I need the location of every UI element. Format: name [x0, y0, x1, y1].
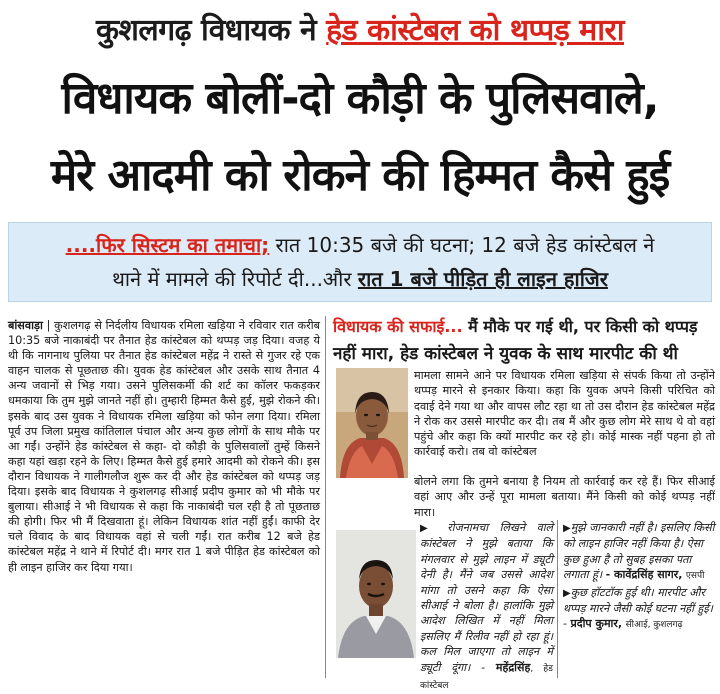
- ci-designation: सीआई, कुशलगढ़: [625, 620, 683, 631]
- headline-line2: विधायक बोलीं-दो कौड़ी के पुलिसवाले,: [61, 73, 659, 124]
- subhead-red-part: ....फिर सिस्टम का तमाचा;: [65, 233, 270, 257]
- headline-prefix: कुशलगढ़ विधायक ने: [95, 13, 327, 48]
- dateline: बांसवाड़ा: [8, 319, 43, 332]
- ci-quote-text: कुछ हॉटटॉक हुई थी। मारपीट और थप्पड़ मारने जैसी कोई घटना नहीं हुई। -: [563, 585, 713, 631]
- constable-designation-text: हेड कांस्टेबल: [420, 663, 553, 692]
- headline-highlight: हेड कांस्टेबल को थप्पड़ मारा: [326, 13, 625, 48]
- constable-quote-body: [420, 520, 553, 694]
- mla-photo: [336, 368, 408, 478]
- subhead-line1: [9, 231, 711, 258]
- column-divider: [325, 316, 326, 678]
- right-headline-line2: नहीं मारा, हेड कांस्टेबल ने युवक के साथ मारपीट की थी: [333, 344, 678, 364]
- quote-arrow-icon-3: ▶: [563, 587, 571, 599]
- ci-name: प्रदीप कुमार,: [570, 617, 623, 631]
- officials-quote: [563, 520, 715, 634]
- subhead-line1-rest: रात 10:35 बजे की घटना; 12 बजे हेड कांस्टेबल ने: [269, 233, 655, 257]
- subhead-line2-prefix: थाने में मामले की रिपोर्ट दी...और: [112, 267, 358, 291]
- right-headline-line1: [333, 315, 717, 337]
- constable-quote-main: रोजनामचा लिखने वाले कांस्टेबल ने मुझे बताया कि मंगलवार से मुझे लाइन में ड्यूटी देनी है। मैंने जब उससे आदेश मांगा तो उसने कहा कि ऐसा सीआई ने बोला है। हालांकि मुझे आदेश लिखित में नहीं मिला इसलिए मैं रिलीव नहीं हो रहा हूं। कल मिल जाएगा तो लाइन में ड्यूटी दूंगा। -: [420, 521, 553, 674]
- left-article: [8, 318, 320, 575]
- subhead-line2-underlined: रात 1 बजे पीड़ित ही लाइन हाजिर: [357, 267, 608, 291]
- headline-line1: [0, 8, 720, 49]
- right-body-top-text: मामला सामने आने पर विधायक रमिला खड़िया से संपर्क किया तो उन्होंने थप्पड़ मारने से इनकार किया। कहा कि युवक अपने किसी परिचित को दवाई देने गया था और वापस लौट रहा था तो उस दौरान हेड कांस्टेबल महेंद्र ने रोक कर उससे मारपीट कर दी। तब मैं और कुछ लोग मेरे साथ थे वो वहां पहुंचे और कहा कि क्यों मारपीट कर रहे हो। कोई मास्क नहीं पहना हो तो कार्रवाई करो। तब वो कांस्टेबल: [414, 369, 715, 459]
- right-headline-rest: मैं मौके पर गई थी, पर किसी को थप्पड़: [462, 317, 698, 336]
- quote-arrow-icon: ▶: [420, 523, 436, 534]
- right-headline-red: विधायक की सफाई...: [333, 317, 463, 336]
- sp-name: - कावेंद्रसिंह सागर,: [605, 568, 683, 582]
- left-article-body: | कुशलगढ़ से निर्दलीय विधायक रमिला खड़िया ने रविवार रात करीब 10:35 बजे नाकाबंदी पर तैनात हेड कांस्टेबल को थप्पड़ जड़ दिया। वजह ये थी कि नागनाथ पुलिया पर तैनात हेड कांस्टेबल महेंद्र ने रास्ते से गुजर रहे एक वाहन चालक से पूछताछ की। युवक हेड कांस्टेबल और उसके साथ तैनात 4 अन्य जवानों से भिड़ गया। उसने पुलिसकर्मी की शर्ट का कॉलर फकड़कर धमकाया कि तुम मुझे जानते नहीं हो। तुम्हारी हिम्मत कैसे हुई, मुझे रोकने की। इसके बाद उस युवक ने विधायक रमिला खड़िया को फोन लगा दिया। रमिला पूर्व उप जिला प्रमुख कांतिलाल पंचाल और अन्य कुछ लोगों के साथ मौके पर आ गईं। उन्होंने हेड कांस्टेबल से कहा- दो कौड़ी के पुलिसवालों तुम्हें किसने कहा यहां खड़ा रहने के लिए। हिम्मत कैसे हुई हमारे आदमी को रोकने की। इस दौरान विधायक ने गालीगलौज शुरू कर दी और हेड कांस्टेबल को थप्पड़ जड़ दिया। इसके बाद विधायक ने कुशलगढ़ सीआई प्रदीप कुमार को भी मौके पर बुलाया। सीआई ने भी विधायक से कहा कि नाकाबंदी चल रही है तो पूछताछ की होगी। फिर भी मैं दिखवाता हूं। लेकिन विधायक शांत नहीं हुईं। काफी देर चले विवाद के बाद विधायक वहां से चली गईं। रात करीब 12 बजे हेड कांस्टेबल महेंद्र ने थाने में रिपोर्ट दी। मगर रात 1 बजे पीड़ित हेड कांस्टेबल को ही लाइन हाजिर कर दिया गया।: [8, 319, 320, 574]
- right-article-body-bottom: [414, 474, 715, 520]
- constable-name: महेंद्रसिंह: [495, 660, 531, 674]
- quote-divider: [557, 520, 558, 678]
- sp-quote-text: मुझे जानकारी नहीं है। इसलिए किसी को लाइन हाजिर नहीं किया है। ऐसा कुछ हुआ है तो सुबह इसका पता लगाता हूं।: [563, 521, 715, 582]
- subhead-line2: [9, 265, 711, 292]
- constable-photo: [336, 530, 416, 658]
- right-article-body-top: [414, 368, 715, 460]
- quote-arrow-icon-2: ▶: [563, 523, 571, 534]
- sp-designation: एसपी: [685, 571, 705, 582]
- constable-designation: , हेड कांस्टेबल: [420, 663, 553, 692]
- subhead-box: [8, 222, 712, 302]
- right-body-bottom-text: बोलने लगा कि तुमने बनाया है नियम तो कार्रवाई कर रहे हैं। फिर सीआई वहां आए और उन्हें पूरा मामला बताया। मैंने किसी को कोई थप्पड़ नहीं मारा।: [414, 475, 715, 519]
- headline-line3: मेरे आदमी को रोकने की हिम्मत कैसे हुई: [50, 150, 670, 201]
